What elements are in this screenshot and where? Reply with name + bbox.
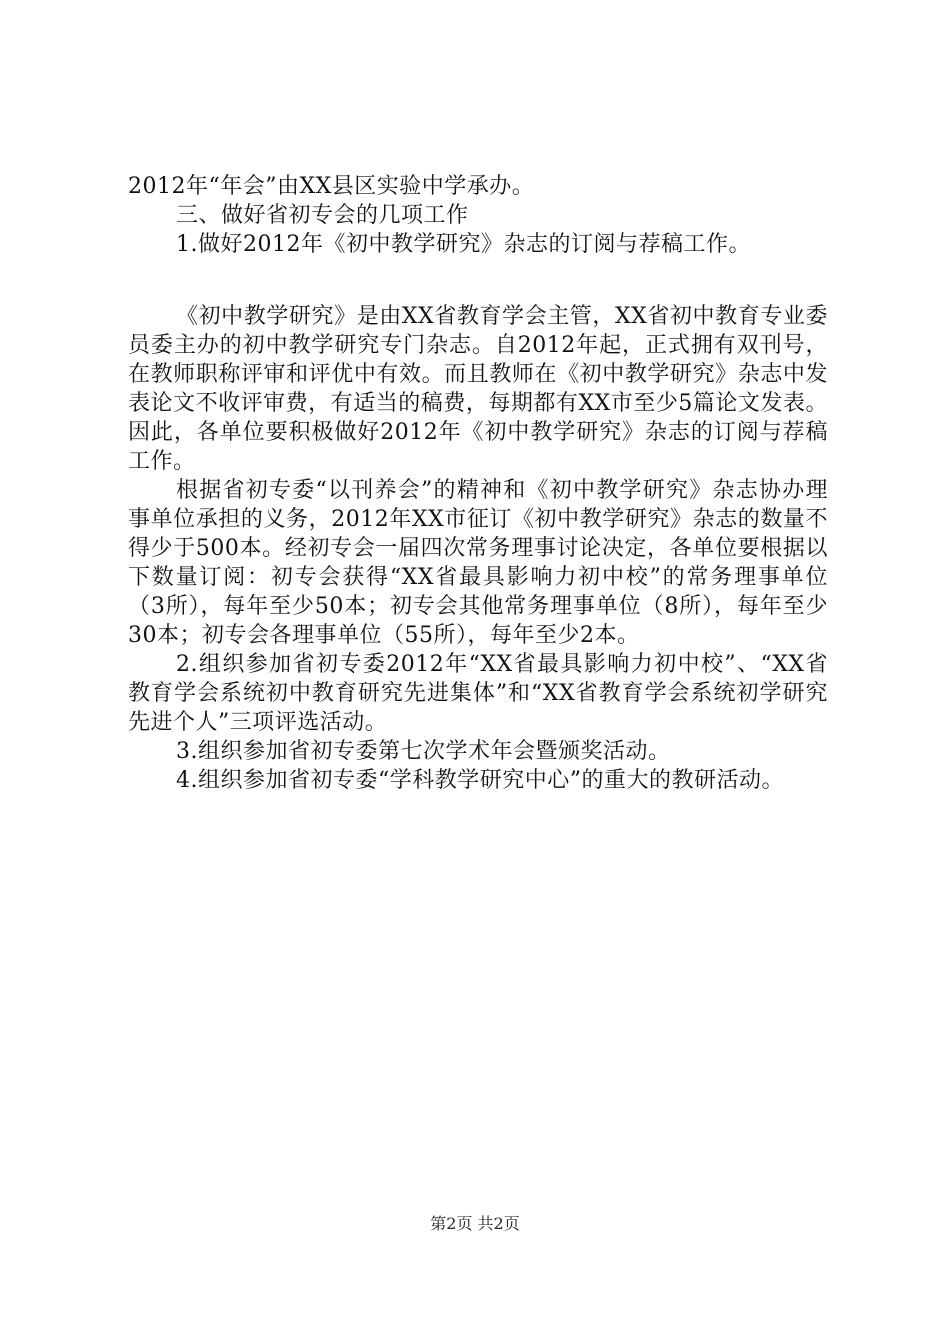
section-heading-three: 三、做好省初专会的几项工作: [176, 203, 469, 228]
item-four: 4.组织参加省初专委“学科教学研究中心”的重大的教研活动。: [176, 768, 784, 793]
item-three: 3.组织参加省初专委第七次学术年会暨颁奖活动。: [176, 739, 671, 764]
paragraph-host-school: 2012年“年会”由XX县区实验中学承办。: [128, 174, 535, 199]
document-body: [128, 172, 828, 795]
item-one-heading: 1.做好2012年《初中教学研究》杂志的订阅与荐稿工作。: [176, 232, 751, 257]
paragraph-journal-intro: 《初中教学研究》是由XX省教育学会主管，XX省初中教育专业委员委主办的初中教学研究专门杂志。自2012年起，正式拥有双刊号，在教师职称评审和评优中有效。而且教师在《初中教学研究》杂志中发表论文不收评审费，有适当的稿费，每期都有XX市至少5篇论文发表。因此，各单位要积极做好2012年《初中教学研究》杂志的订阅与荐稿工作。: [128, 304, 828, 474]
page-footer: 第2页 共2页: [430, 1214, 520, 1233]
paragraph-subscription-quota: 根据省初专委“以刊养会”的精神和《初中教学研究》杂志协办理事单位承担的义务，2012年XX市征订《初中教学研究》杂志的数量不得少于500本。经初专会一届四次常务理事讨论决定，各单位要根据以下数量订阅：初专会获得“XX省最具影响力初中校”的常务理事单位（3所），每年至少50本；初专会其他常务理事单位（8所），每年至少30本；初专会各理事单位（55所），每年至少2本。: [128, 478, 828, 648]
item-two: 2.组织参加省初专委2012年“XX省最具影响力初中校”、“XX省教育学会系统初中教育研究先进集体”和“XX省教育学会系统初学研究先进个人”三项评选活动。: [128, 652, 828, 735]
